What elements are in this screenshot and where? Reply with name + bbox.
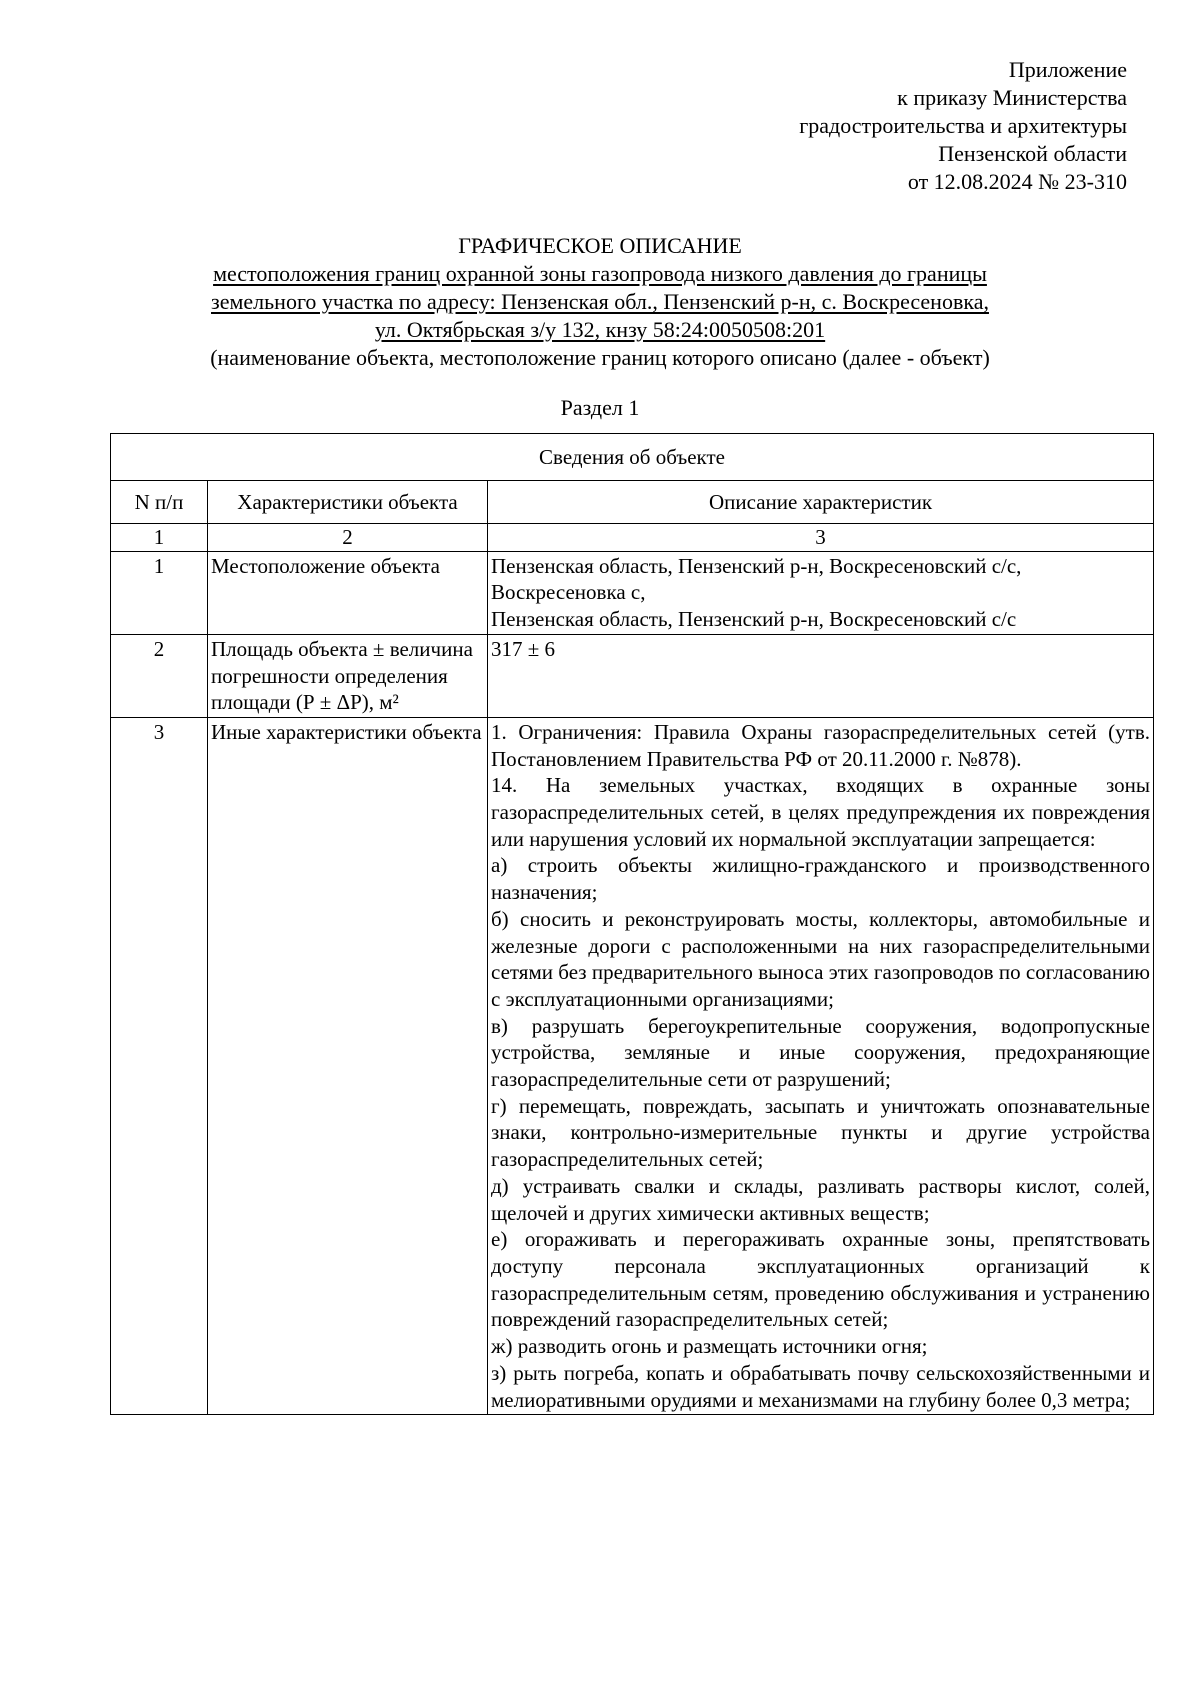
appendix-line: Пензенской области: [938, 141, 1127, 166]
row-characteristic: Площадь объекта ± величина погрешности определения площади (Р ± ΔР), м²: [208, 634, 488, 717]
appendix-line: Приложение: [1008, 57, 1127, 82]
document-title-block: [100, 232, 1100, 372]
table-row: [111, 551, 1154, 634]
object-name-line: ул. Октябрьская з/у 132, кнзу 58:24:0050508:201: [374, 317, 826, 342]
object-info-table: [110, 433, 1154, 1415]
column-number: 2: [208, 524, 488, 552]
restriction-paragraph: б) сносить и реконструировать мосты, коллекторы, автомобильные и железные дороги с расположенными на них газораспределительными сетями без предварительного выноса этих газопроводов по согласованию с эксплуатационными организациями;: [491, 906, 1150, 1011]
appendix-line: от 12.08.2024 № 23-310: [907, 169, 1127, 194]
description-line: 317 ± 6: [491, 636, 556, 661]
restriction-paragraph: 14. На земельных участках, входящих в охранные зоны газораспределительных сетей, в целях предупреждения их повреждения или нарушения условий их нормальной эксплуатации запрещается:: [491, 773, 1150, 851]
appendix-line: к приказу Министерства: [897, 85, 1127, 110]
restriction-paragraph: г) перемещать, повреждать, засыпать и уничтожать опознавательные знаки, контрольно-измерительные пункты и другие устройства газораспределительных сетей;: [491, 1093, 1150, 1172]
column-number: 1: [111, 524, 208, 552]
row-description: [488, 717, 1154, 1414]
restriction-paragraph: ж) разводить огонь и размещать источники огня;: [491, 1334, 928, 1359]
column-number: 3: [488, 524, 1154, 552]
restriction-paragraph: в) разрушать берегоукрепительные сооружения, водопропускные устройства, земляные и иные сооружения, предохраняющие газораспределительные сети от разрушений;: [491, 1013, 1150, 1092]
header-description: Описание характеристик: [488, 481, 1154, 524]
table-row: [111, 717, 1154, 1414]
table-header-row: [111, 481, 1154, 524]
row-number: 3: [111, 717, 208, 1414]
table-caption: Сведения об объекте: [111, 434, 1154, 481]
description-line: Пензенская область, Пензенский р-н, Воскресеновский с/с: [491, 607, 1017, 632]
object-name-note: (наименование объекта, местоположение границ которого описано (далее - объект): [210, 345, 990, 370]
restriction-paragraph: з) рыть погреба, копать и обрабатывать почву сельскохозяйственными и мелиоративными орудиями и механизмами на глубину более 0,3 метра;: [491, 1360, 1150, 1412]
appendix-block: [799, 56, 1127, 196]
document-heading: ГРАФИЧЕСКОЕ ОПИСАНИЕ: [458, 233, 742, 258]
object-name-line: земельного участка по адресу: Пензенская обл., Пензенский р-н, с. Воскресеновка,: [211, 289, 989, 314]
header-characteristic: Характеристики объекта: [208, 481, 488, 524]
row-description: [488, 634, 1154, 717]
object-name-line: местоположения границ охранной зоны газопровода низкого давления до границы: [213, 261, 987, 286]
restriction-paragraph: д) устраивать свалки и склады, разливать растворы кислот, солей, щелочей и других химически активных веществ;: [491, 1173, 1150, 1225]
restriction-paragraph: 1. Ограничения: Правила Охраны газораспределительных сетей (утв. Постановлением Правительства РФ от 20.11.2000 г. №878).: [491, 719, 1150, 771]
row-number: 1: [111, 551, 208, 634]
section-label: Раздел 1: [560, 395, 640, 420]
description-line: Воскресеновка с,: [491, 580, 646, 605]
row-description: [488, 551, 1154, 634]
row-number: 2: [111, 634, 208, 717]
row-characteristic: Иные характеристики объекта: [208, 717, 488, 1414]
description-line: Пензенская область, Пензенский р-н, Воскресеновский с/с,: [491, 553, 1022, 578]
column-number-row: [111, 524, 1154, 552]
restriction-paragraph: е) огораживать и перегораживать охранные зоны, препятствовать доступу персонала эксплуатационных организаций к газораспределительным сетям, проведению обслуживания и устранению повреждений газораспределительных сетей;: [491, 1227, 1150, 1332]
restriction-paragraph: а) строить объекты жилищно-гражданского и производственного назначения;: [491, 853, 1150, 905]
row-characteristic: Местоположение объекта: [208, 551, 488, 634]
header-num: N п/п: [111, 481, 208, 524]
appendix-line: градостроительства и архитектуры: [799, 113, 1127, 138]
table-row: [111, 634, 1154, 717]
table-caption-row: [111, 434, 1154, 481]
